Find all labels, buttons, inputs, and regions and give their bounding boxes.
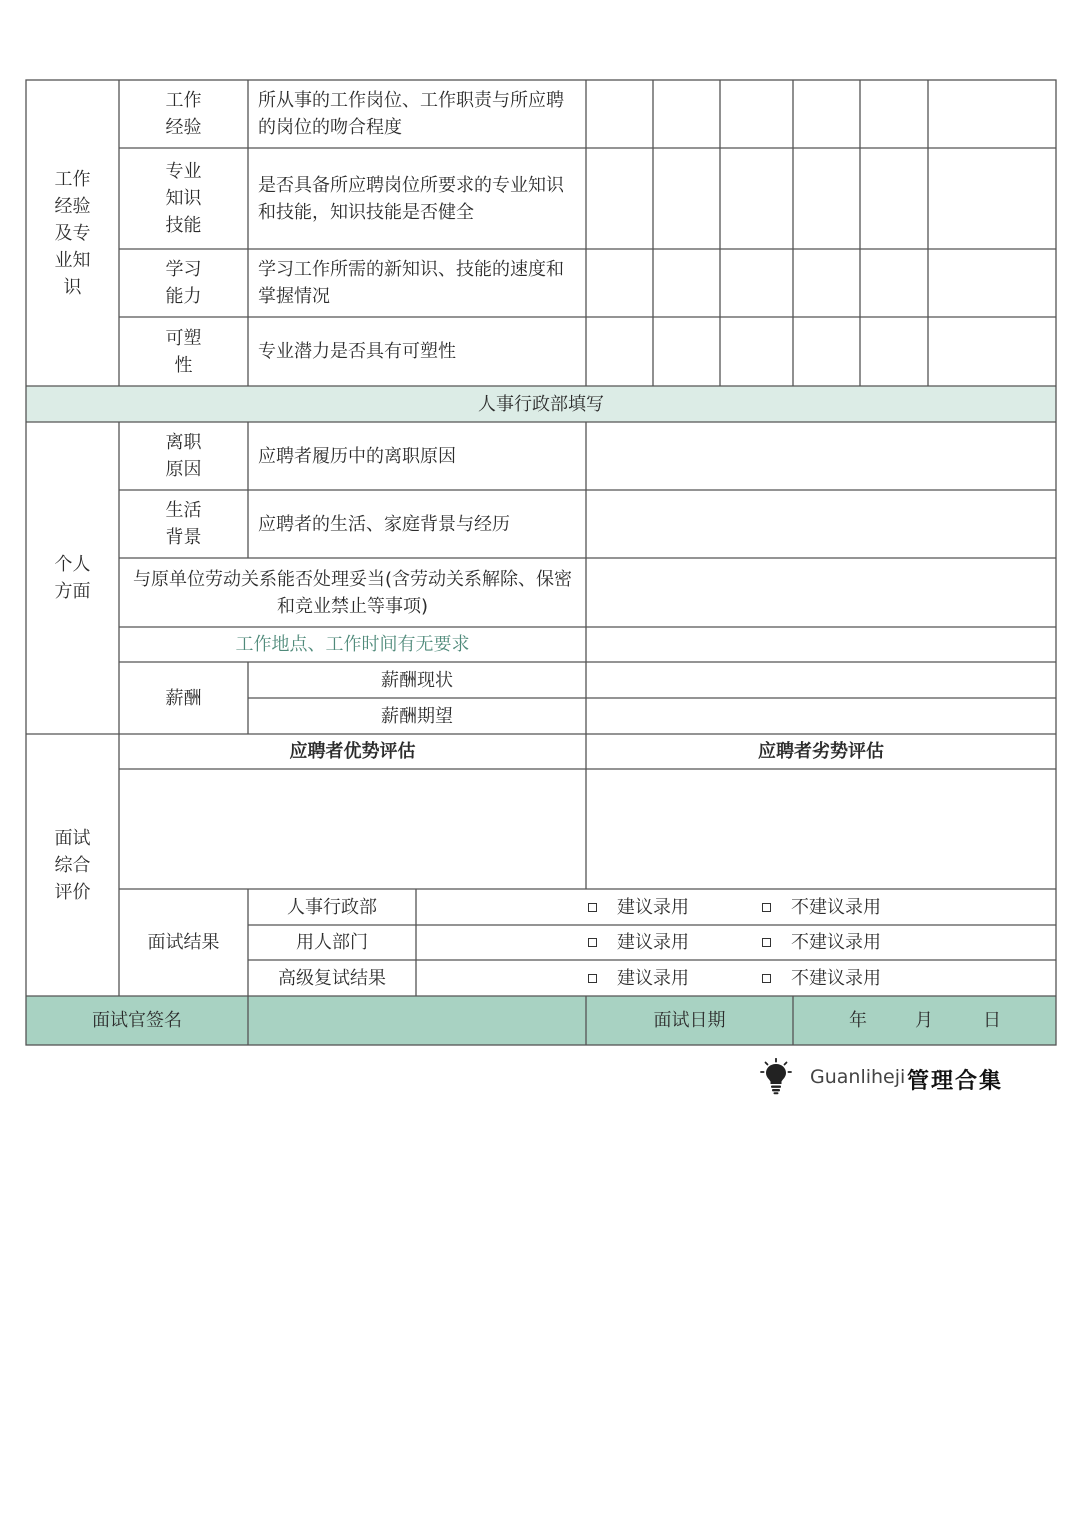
user-recommend-option[interactable]	[580, 925, 720, 960]
row-skills-desc: 是否具备所应聘岗位所要求的专业知识和技能，知识技能是否健全	[258, 174, 564, 223]
advantage-header: 应聘者优势评估	[289, 741, 416, 762]
day-label: 日	[983, 1010, 1001, 1031]
section-work-category: 工作 经验 及专 业知 识	[54, 168, 91, 298]
result-dept-hr: 人事行政部	[287, 896, 377, 918]
year-label: 年	[849, 1010, 867, 1031]
row-learning-desc: 学习工作所需的新知识、技能的速度和掌握情况	[258, 259, 564, 307]
salary-expect-label: 薪酬期望	[381, 705, 453, 727]
salary-label: 薪酬	[165, 687, 202, 709]
month-label: 月	[915, 1010, 933, 1031]
life-desc: 应聘者的生活、家庭背景与经历	[258, 513, 510, 535]
recommend-label: 建议录用	[617, 967, 689, 989]
interview-date-label: 面试日期	[653, 1010, 726, 1031]
disadvantage-header: 应聘者劣势评估	[758, 741, 884, 762]
recommend-label: 建议录用	[617, 932, 689, 953]
hr-recommend-option[interactable]	[580, 889, 720, 925]
interviewer-signature-label: 面试官签名	[92, 1010, 182, 1031]
not-recommend-label: 不建议录用	[791, 932, 881, 953]
brand-latin: Guanliheji	[810, 1066, 906, 1088]
checkbox-icon[interactable]	[588, 903, 597, 912]
not-recommend-label: 不建议录用	[791, 896, 881, 918]
interview-result-label: 面试结果	[147, 932, 220, 953]
resign-item: 离职 原因	[165, 432, 202, 480]
lightbulb-icon	[760, 1058, 792, 1096]
row-plasticity-desc: 专业潜力是否具有可塑性	[258, 341, 456, 362]
interview-date-field[interactable]	[793, 996, 1056, 1045]
checkbox-icon[interactable]	[588, 938, 597, 947]
row-plasticity-item: 可塑 性	[165, 327, 202, 376]
senior-recommend-option[interactable]	[580, 960, 720, 996]
checkbox-icon[interactable]	[762, 903, 771, 912]
row-work-experience-desc: 所从事的工作岗位、工作职责与所应聘的岗位的吻合程度	[258, 90, 564, 138]
row-learning-item: 学习 能力	[165, 259, 202, 307]
row-work-experience-item: 工作 经验	[165, 90, 202, 138]
checkbox-icon[interactable]	[588, 974, 597, 983]
work-location-question: 工作地点、工作时间有无要求	[235, 634, 470, 655]
life-item: 生活 背景	[165, 500, 202, 548]
resign-desc: 应聘者履历中的离职原因	[258, 445, 456, 467]
salary-current-label: 薪酬现状	[381, 669, 453, 691]
result-dept-senior: 高级复试结果	[278, 967, 386, 989]
labor-relation-question: 与原单位劳动关系能否处理妥当(含劳动关系解除、保密和竞业禁止等事项)	[132, 568, 573, 617]
hr-not-recommend-option[interactable]	[754, 889, 924, 925]
recommend-label: 建议录用	[617, 896, 689, 918]
result-dept-user: 用人部门	[296, 932, 368, 953]
section-evaluation-category: 面试 综合 评价	[54, 827, 91, 903]
not-recommend-label: 不建议录用	[791, 967, 881, 989]
checkbox-icon[interactable]	[762, 938, 771, 947]
section-personal-category: 个人 方面	[54, 554, 91, 602]
user-not-recommend-option[interactable]	[754, 925, 924, 960]
checkbox-icon[interactable]	[762, 974, 771, 983]
hr-fill-header: 人事行政部填写	[478, 393, 604, 415]
brand-chinese: 管理合集	[907, 1068, 1004, 1094]
senior-not-recommend-option[interactable]	[754, 960, 924, 996]
row-skills-item: 专业 知识 技能	[165, 161, 202, 236]
interviewer-signature-field[interactable]	[248, 996, 586, 1045]
